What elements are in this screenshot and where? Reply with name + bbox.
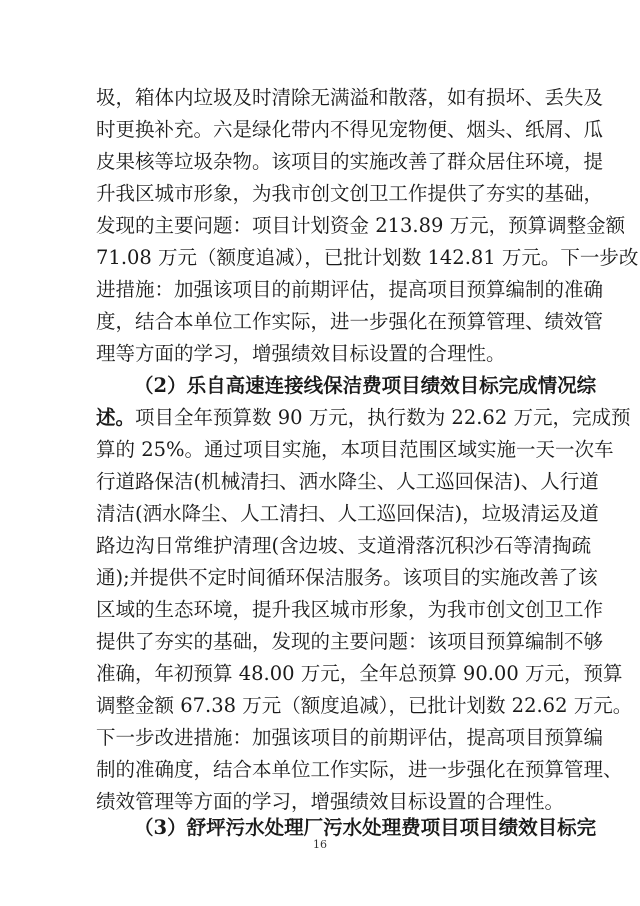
paragraph-line: 制的准确度，结合本单位工作实际，进一步强化在预算管理、 bbox=[96, 758, 623, 781]
paragraph-line: 发现的主要问题：项目计划资金 213.89 万元，预算调整金额 bbox=[96, 214, 626, 237]
paragraph-line: 皮果核等垃圾杂物。该项目的实施改善了群众居住环境，提 bbox=[96, 150, 604, 173]
paragraph-line: 进措施：加强该项目的前期评估，提高项目预算编制的准确 bbox=[96, 278, 604, 301]
paragraph-line: 下一步改进措施：加强该项目的前期评估，提高项目预算编 bbox=[96, 726, 604, 749]
paragraph-line: 算的 25%。通过项目实施，本项目范围区域实施一天一次车 bbox=[96, 438, 614, 461]
section-2-heading-end: 述。 bbox=[96, 406, 136, 429]
section-2-text: 项目全年预算数 90 万元，执行数为 22.62 万元，完成预 bbox=[135, 406, 631, 429]
paragraph-line: 路边沟日常维护清理(含边坡、支道滑落沉积沙石等清掏疏 bbox=[96, 534, 592, 557]
paragraph-line: 度，结合本单位工作实际，进一步强化在预算管理、绩效管 bbox=[96, 310, 604, 333]
paragraph-line: 提供了夯实的基础，发现的主要问题：该项目预算编制不够 bbox=[96, 630, 604, 653]
paragraph-line: 时更换补充。六是绿化带内不得见宠物便、烟头、纸屑、瓜 bbox=[96, 118, 604, 141]
paragraph-line: 清洁(洒水降尘、人工清扫、人工巡回保洁)，垃圾清运及道 bbox=[96, 502, 599, 525]
paragraph-line: 71.08 万元（额度追减），已批计划数 142.81 万元。下一步改 bbox=[96, 246, 639, 269]
paragraph-line bbox=[96, 402, 631, 434]
paragraph-line: 准确，年初预算 48.00 万元，全年总预算 90.00 万元，预算 bbox=[96, 662, 623, 685]
section-2-heading: （2）乐自高速连接线保洁费项目绩效目标完成情况综 bbox=[134, 374, 597, 397]
paragraph-line: 调整金额 67.38 万元（额度追减），已批计划数 22.62 万元。 bbox=[96, 694, 633, 717]
section-3-heading: （3）舒坪污水处理厂污水处理费项目项目绩效目标完 bbox=[134, 816, 597, 839]
paragraph-line: 绩效管理等方面的学习，增强绩效目标设置的合理性。 bbox=[96, 790, 565, 813]
paragraph-line: 升我区城市形象，为我市创文创卫工作提供了夯实的基础， bbox=[96, 182, 604, 205]
paragraph-line: 理等方面的学习，增强绩效目标设置的合理性。 bbox=[96, 342, 506, 365]
paragraph-line: 区域的生态环境，提升我区城市形象，为我市创文创卫工作 bbox=[96, 598, 604, 621]
paragraph-line: 通);并提供不定时间循环保洁服务。该项目的实施改善了该 bbox=[96, 566, 598, 589]
page-number: 16 bbox=[313, 838, 327, 851]
paragraph-line: 圾，箱体内垃圾及时清除无满溢和散落，如有损坏、丢失及 bbox=[96, 86, 604, 109]
paragraph-line: 行道路保洁(机械清扫、洒水降尘、人工巡回保洁)、人行道 bbox=[96, 470, 599, 493]
